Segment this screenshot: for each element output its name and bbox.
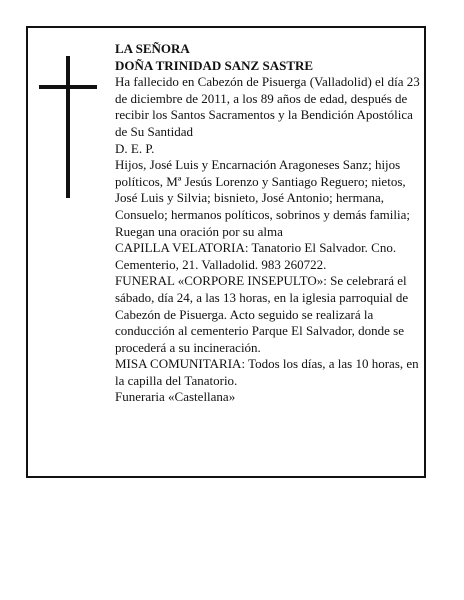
family-paragraph: Hijos, José Luis y Encarnación Aragoneses Sanz; hijos políticos, Mª Jesús Lorenzo y Santiago Reguero; nietos, José Luis y Silvia; bisnieto, José Antonio; hermana, Consuelo; hermanos políticos, sobrinos y demás familia; xyxy=(115,157,410,222)
cross-horizontal-bar xyxy=(39,85,97,89)
chapel-info: CAPILLA VELATORIA: Tanatorio El Salvador. Cno. Cementerio, 21. Valladolid. 983 260722. xyxy=(115,240,397,272)
rip-line: D. E. P. xyxy=(115,140,155,156)
prayer-request: Ruegan una oración por su alma xyxy=(115,223,283,239)
announcement-paragraph: Ha fallecido en Cabezón de Pisuerga (Valladolid) el día 23 de diciembre de 2011, a los 89 años de edad, después de recibir los Santos Sacramentos y la Bendición Apostólica de Su Santidad xyxy=(115,74,420,139)
funeral-home: Funeraria «Castellana» xyxy=(115,389,236,405)
heading-title: LA SEÑORA xyxy=(115,41,190,56)
mass-info: MISA COMUNITARIA: Todos los días, a las 10 horas, en la capilla del Tanatorio. xyxy=(115,356,419,388)
funeral-info: FUNERAL «CORPORE INSEPULTO»: Se celebrará el sábado, día 24, a las 13 horas, en la iglesia parroquial de Cabezón de Pisuerga. Acto seguido se realizará la conducción al cementerio Parque El Salvador, donde se procederá a su incineración. xyxy=(115,273,409,355)
deceased-name: DOÑA TRINIDAD SANZ SASTRE xyxy=(115,57,314,73)
cross-vertical-bar xyxy=(66,56,70,198)
latin-cross-icon xyxy=(39,56,97,198)
obituary-notice xyxy=(26,26,426,478)
obituary-text xyxy=(115,41,423,406)
